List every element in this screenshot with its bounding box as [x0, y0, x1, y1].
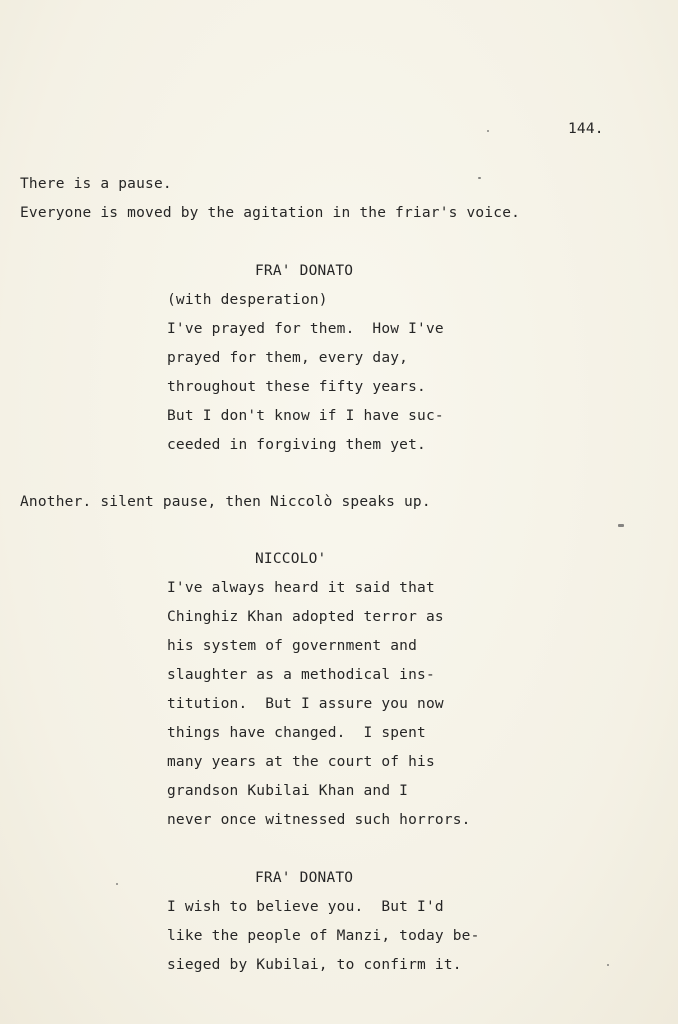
page-number: 144.	[568, 121, 604, 137]
parenthetical: (with desperation)	[167, 292, 328, 308]
dialogue-line: things have changed. I spent	[167, 725, 426, 741]
dialogue-line: I wish to believe you. But I'd	[167, 899, 444, 915]
ink-speck	[618, 524, 624, 527]
character-name: NICCOLO'	[255, 551, 327, 567]
character-name: FRA' DONATO	[255, 870, 354, 886]
ink-speck	[116, 883, 118, 885]
dialogue-line: prayed for them, every day,	[167, 350, 409, 366]
dialogue-line: like the people of Manzi, today be-	[167, 928, 480, 944]
dialogue-line: I've always heard it said that	[167, 580, 435, 596]
dialogue-line: sieged by Kubilai, to confirm it.	[167, 957, 462, 973]
action-line: There is a pause.	[20, 176, 172, 192]
dialogue-line: never once witnessed such horrors.	[167, 812, 471, 828]
dialogue-line: his system of government and	[167, 638, 418, 654]
dialogue-line: many years at the court of his	[167, 754, 435, 770]
ink-speck	[607, 964, 609, 966]
dialogue-line: But I don't know if I have suc-	[167, 408, 444, 424]
dialogue-line: Chinghiz Khan adopted terror as	[167, 609, 444, 625]
action-line: Everyone is moved by the agitation in the friar's voice.	[20, 205, 521, 221]
dialogue-line: throughout these fifty years.	[167, 379, 426, 395]
action-line: Another. silent pause, then Niccolò speaks up.	[20, 494, 431, 510]
character-name: FRA' DONATO	[255, 263, 354, 279]
dialogue-line: grandson Kubilai Khan and I	[167, 783, 409, 799]
dialogue-line: titution. But I assure you now	[167, 696, 444, 712]
dialogue-line: ceeded in forgiving them yet.	[167, 437, 426, 453]
ink-speck	[487, 130, 489, 132]
dialogue-line: slaughter as a methodical ins-	[167, 667, 435, 683]
dialogue-line: I've prayed for them. How I've	[167, 321, 444, 337]
ink-speck	[478, 177, 481, 179]
